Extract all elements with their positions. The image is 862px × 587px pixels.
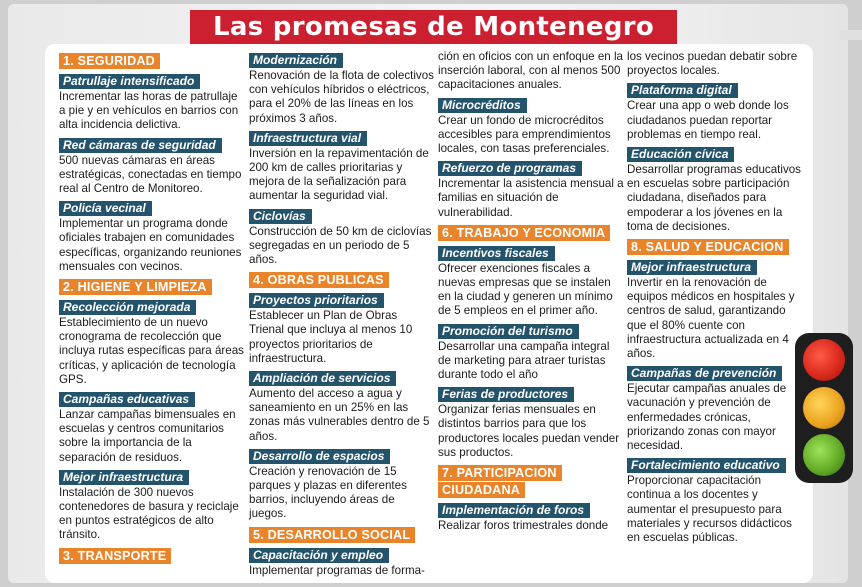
paragraph: Implementar un programa donde oficiales trabajen en comunidades específicas, organizando reuniones mensuales con vecinos. xyxy=(59,217,242,273)
column-3 xyxy=(438,50,625,535)
paragraph: Crear una app o web donde los ciudadanos puedan reportar problemas en tiempo real. xyxy=(627,99,789,141)
subsection-heading: Ampliación de servicios xyxy=(249,371,396,386)
subsection-heading: Mejor infraestructura xyxy=(59,470,189,485)
column-2 xyxy=(249,50,435,580)
paragraph: Desarrollar una campaña integral de marketing para atraer turistas durante todo el año xyxy=(438,339,610,382)
section-heading: 6. TRABAJO Y ECONOMIA xyxy=(438,225,610,241)
section-heading: 5. DESARROLLO SOCIAL xyxy=(249,527,415,543)
section-heading: CIUDADANA xyxy=(438,482,525,498)
subsection-heading: Promoción del turismo xyxy=(438,324,579,339)
section-heading: 2. HIGIENE Y LIMPIEZA xyxy=(59,279,212,295)
subsection-heading: Plataforma digital xyxy=(627,83,738,98)
section-heading: 8. SALUD Y EDUCACION xyxy=(627,239,789,255)
section-heading: 3. TRANSPORTE xyxy=(59,548,171,564)
subsection-heading: Educación cívica xyxy=(627,147,734,162)
paragraph: los vecinos puedan debatir sobre proyectos locales. xyxy=(627,50,798,78)
content-card xyxy=(45,44,813,583)
section-heading: 1. SEGURIDAD xyxy=(59,53,160,69)
paragraph: Ofrecer exenciones fiscales a nuevas empresas que se instalen en la ciudad y generen un mínimo de 5 empleos en el primer año. xyxy=(438,261,613,318)
paragraph: Lanzar campañas bimensuales en escuelas y centros comunitarios sobre la importancia de la separación de residuos. xyxy=(59,408,236,464)
paragraph: Organizar ferias mensuales en distintos barrios para que los productores locales puedan vender sus productos. xyxy=(438,403,620,459)
paragraph: Incrementar las horas de patrullaje a pie y en vehículos en barrios con alta incidencia delictiva. xyxy=(59,90,239,132)
subsection-heading: Microcréditos xyxy=(438,98,527,113)
paragraph: Renovación de la flota de colectivos con vehículos híbridos o eléctricos, para el 20% de las líneas en los próximos 3 años. xyxy=(249,69,434,125)
paragraph: Construcción de 50 km de ciclovías segregadas en un periodo de 5 años. xyxy=(249,224,432,267)
paragraph: Establecer un Plan de Obras Trienal que incluya al menos 10 proyectos prioritarios de infraestructura. xyxy=(249,309,413,365)
traffic-light-icon xyxy=(795,333,853,483)
subsection-heading: Infraestructura vial xyxy=(249,131,367,146)
subsection-heading: Refuerzo de programas xyxy=(438,161,582,176)
paragraph: Instalación de 300 nuevos contenedores de basura y reciclaje en puntos estratégicos de alto tránsito. xyxy=(59,485,239,542)
paragraph: Proporcionar capacitación continua a los docentes y aumentar el presupuesto para materiales y recursos didácticos en escuelas públicas. xyxy=(627,474,792,545)
column-1 xyxy=(59,50,244,566)
paragraph: Inversión en la repavimentación de 200 km de calles prioritarias y mejora de la señalización para aumentar la seguridad vial. xyxy=(249,146,429,203)
paragraph: Implementar programas de forma- xyxy=(249,563,425,577)
subsection-heading: Fortalecimiento educativo xyxy=(627,458,786,473)
subsection-heading: Campañas educativas xyxy=(59,392,195,407)
yellow-light-icon xyxy=(803,387,845,429)
section-heading: 4. OBRAS PUBLICAS xyxy=(249,272,389,288)
subsection-heading: Policía vecinal xyxy=(59,201,152,216)
paragraph: Invertir en la renovación de equipos médicos en hospitales y centros de salud, garantizando que el 80% cuente con infraestructura actualizada en 4 años. xyxy=(627,276,795,361)
column-4 xyxy=(627,50,805,547)
paragraph: Ejecutar campañas anuales de vacunación y prevención de enfermedades crónicas, priorizando zonas con mayor necesidad. xyxy=(627,382,787,453)
paragraph: Aumento del acceso a agua y saneamiento en un 25% en las zonas más vulnerables dentro de 5 años. xyxy=(249,387,430,443)
page-title: Las promesas de Montenegro xyxy=(190,10,677,44)
side-tab xyxy=(840,30,862,40)
subsection-heading: Implementación de foros xyxy=(438,503,590,518)
green-light-icon xyxy=(803,434,845,476)
paragraph: Creación y renovación de 15 parques y plazas en diferentes barrios, incluyendo áreas de juegos. xyxy=(249,464,407,521)
subsection-heading: Patrullaje intensificado xyxy=(59,74,200,89)
subsection-heading: Incentivos fiscales xyxy=(438,246,555,261)
paragraph: Crear un fondo de microcréditos accesibles para emprendimientos locales, con tasas preferenciales. xyxy=(438,113,611,156)
subsection-heading: Ferias de productores xyxy=(438,387,574,402)
subsection-heading: Red cámaras de seguridad xyxy=(59,138,222,153)
paragraph: Incrementar la asistencia mensual a familias en situación de vulnerabilidad. xyxy=(438,177,624,219)
paragraph: Establecimiento de un nuevo cronograma de recolección que incluya rutas específicas para áreas críticas, y aplicación de tecnología GPS. xyxy=(59,316,244,386)
subsection-heading: Mejor infraestructura xyxy=(627,260,757,275)
subsection-heading: Campañas de prevención xyxy=(627,366,782,381)
paragraph: Realizar foros trimestrales donde xyxy=(438,519,609,533)
subsection-heading: Capacitación y empleo xyxy=(249,548,389,563)
section-heading: 7. PARTICIPACION xyxy=(438,465,562,481)
paragraph: ción en oficios con un enfoque en la inserción laboral, con al menos 500 capacitaciones anuales. xyxy=(438,50,623,92)
subsection-heading: Recolección mejorada xyxy=(59,300,196,315)
subsection-heading: Proyectos prioritarios xyxy=(249,293,384,308)
subsection-heading: Modernización xyxy=(249,53,343,68)
subsection-heading: Desarrollo de espacios xyxy=(249,449,390,464)
subsection-heading: Ciclovías xyxy=(249,209,312,224)
paragraph: 500 nuevas cámaras en áreas estratégicas, conectadas en tiempo real al Centro de Monitoreo. xyxy=(59,153,242,196)
paragraph: Desarrollar programas educativos en escuelas sobre participación ciudadana, diseñados para empoderar a los jóvenes en la toma de decisiones. xyxy=(627,163,801,233)
red-light-icon xyxy=(803,339,845,381)
